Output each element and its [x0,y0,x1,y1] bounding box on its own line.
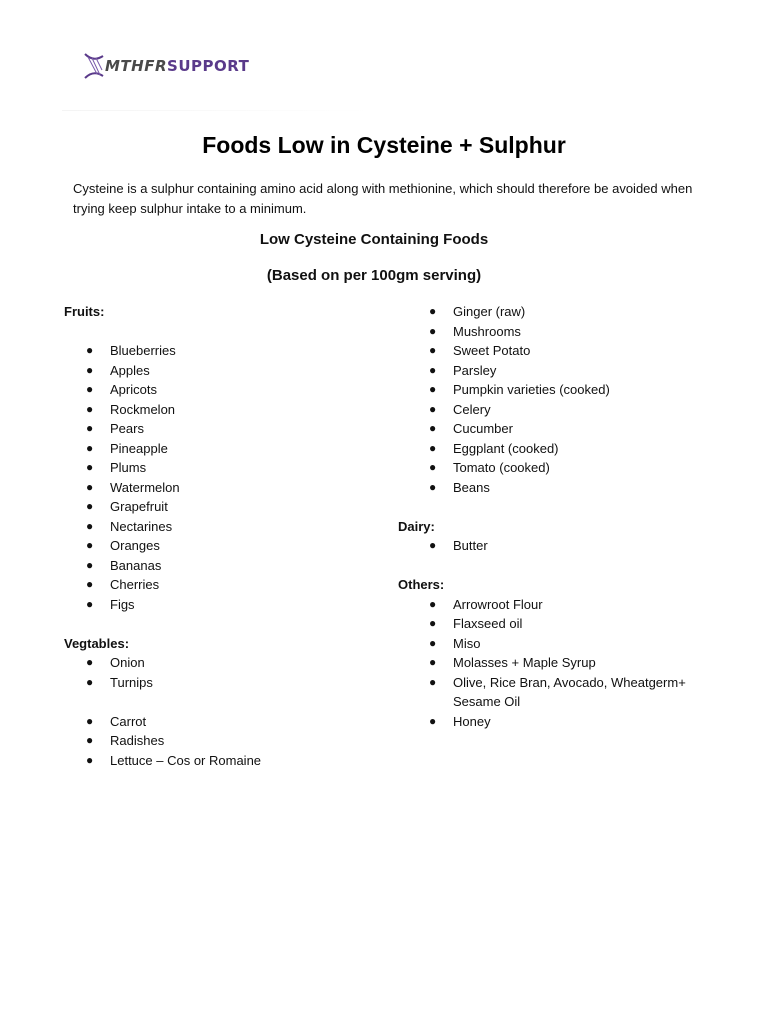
list-item-label: Lettuce – Cos or Romaine [110,752,262,768]
list-item-label: Tomato (cooked) [453,460,550,475]
bullet-icon: ● [429,323,437,338]
list-item-label: Eggplant (cooked) [453,440,559,456]
bullet-icon: ● [429,479,437,494]
bullet-icon: ● [429,713,437,728]
bullet-icon: ● [429,596,437,611]
bullet-icon: ● [429,616,437,630]
section-heading: Low Cysteine Containing Foods [259,231,489,248]
bullet-icon: ● [86,713,94,728]
list-item [86,556,364,576]
list-item [429,341,698,361]
list-item [86,712,364,732]
bullet-icon: ● [429,674,437,689]
header-rule [62,110,372,111]
list-item-label: Plums [110,460,147,475]
list-item [86,478,364,498]
bullet-icon: ● [429,655,437,669]
list-item [86,517,364,537]
bullet-icon: ● [86,577,94,591]
list-item-label: Pumpkin varieties (cooked) [453,382,610,397]
list-item-label: Cherries [110,577,160,592]
list-item-label: Oranges [110,538,160,553]
list-item [86,439,364,459]
list-item-label: Blueberries [110,343,176,358]
list-item [429,712,698,732]
list-item-label: Arrowroot Flour [453,596,543,612]
list-item [86,731,364,751]
list-item-label: Figs [110,596,135,612]
list-item-label: Pineapple [110,440,168,456]
list-item [86,380,364,400]
list-item [429,361,698,381]
dairy-heading: Dairy: [398,518,435,534]
bullet-icon: ● [429,382,437,396]
list-item-label: Apricots [110,382,157,397]
bullet-icon: ● [429,343,437,357]
list-item [86,458,364,478]
bullet-icon: ● [86,752,94,767]
list-item-label: Radishes [110,733,165,748]
left-column [64,302,364,770]
list-item [86,361,364,381]
bullet-icon: ● [429,421,437,435]
bullet-icon: ● [429,460,437,474]
bullet-icon: ● [86,557,94,572]
bullet-icon: ● [429,538,437,552]
fruits-heading: Fruits: [64,304,105,319]
bullet-icon: ● [86,499,94,513]
logo-support: SUPPORT [167,57,250,75]
list-item-label: Parsley [453,362,497,378]
bullet-icon: ● [86,460,94,474]
others-heading: Others: [398,577,445,592]
list-item-label: Grapefruit [110,499,168,514]
list-item-label: Turnips [110,674,153,690]
list-item [86,673,364,693]
bullet-icon: ● [429,362,437,377]
logo-mthfr: MTHFR [105,57,168,75]
list-item [429,653,698,673]
list-item [429,439,698,459]
right-column [398,302,698,731]
bullet-icon: ● [86,655,94,669]
list-item [429,614,698,634]
intro-paragraph: Cysteine is a sulphur containing amino acid along with methionine, which should therefore be avoided when trying keep sulphur intake to a minimum. [73,181,693,216]
vegetables-heading: Vegtables: [64,635,130,651]
list-item [86,419,364,439]
list-item-label: Butter [453,538,488,553]
bullet-icon: ● [429,635,437,650]
bullet-icon: ● [86,733,94,747]
bullet-icon: ● [86,362,94,377]
list-item-label: Flaxseed oil [453,616,523,631]
bullet-icon: ● [86,343,94,357]
logo-text [105,50,249,82]
dna-swoosh-icon [83,50,105,82]
list-item-label: Beans [453,479,490,495]
serving-note: (Based on per 100gm serving) [266,267,482,284]
list-item-label: Onion [110,655,145,670]
list-item [429,400,698,420]
list-item-label: Sweet Potato [453,343,531,358]
list-item [86,341,364,361]
bullet-icon: ● [86,518,94,533]
vegetables-list [64,653,364,692]
list-item-label: Miso [453,635,481,651]
list-item [429,595,698,615]
list-item [86,575,364,595]
list-item [429,536,698,556]
list-item-label: Rockmelon [110,401,176,417]
list-item [86,653,364,673]
list-item [429,322,698,342]
list-item [86,400,364,420]
vegetables-list-2 [64,712,364,771]
dairy-list [398,536,698,556]
list-item-label: Pears [110,421,144,436]
bullet-icon: ● [429,440,437,455]
vegetables-list-continued [398,302,698,497]
fruits-list [64,341,364,614]
bullet-icon: ● [86,382,94,396]
bullet-icon: ● [86,440,94,455]
logo [83,50,249,82]
list-item [429,380,698,400]
list-item [429,458,698,478]
list-item-label: Mushrooms [453,323,521,339]
list-item [429,634,698,654]
list-item [429,419,698,439]
others-list [398,595,698,732]
list-item-label: Apples [110,362,150,378]
list-item [429,478,698,498]
list-item [429,673,698,712]
list-item-label: Olive, Rice Bran, Avocado, Wheatgerm+ Sesame Oil [453,674,686,709]
list-item-label: Honey [453,713,491,729]
list-item-label: Molasses + Maple Syrup [453,655,596,670]
bullet-icon: ● [86,421,94,435]
list-item [86,595,364,615]
list-item-label: Watermelon [110,479,180,495]
list-item-label: Nectarines [110,518,173,534]
list-item-label: Ginger (raw) [453,304,526,319]
list-item-label: Cucumber [453,421,513,436]
list-item-label: Carrot [110,713,147,729]
list-item [86,536,364,556]
bullet-icon: ● [86,401,94,416]
bullet-icon: ● [429,401,437,416]
list-item [429,302,698,322]
list-item-label: Celery [453,401,491,417]
bullet-icon: ● [86,596,94,611]
page-title: Foods Low in Cysteine + Sulphur [202,132,566,158]
bullet-icon: ● [86,479,94,494]
list-item [86,751,364,771]
list-item-label: Bananas [110,557,162,573]
list-item [86,497,364,517]
bullet-icon: ● [86,538,94,552]
bullet-icon: ● [86,674,94,689]
bullet-icon: ● [429,304,437,318]
